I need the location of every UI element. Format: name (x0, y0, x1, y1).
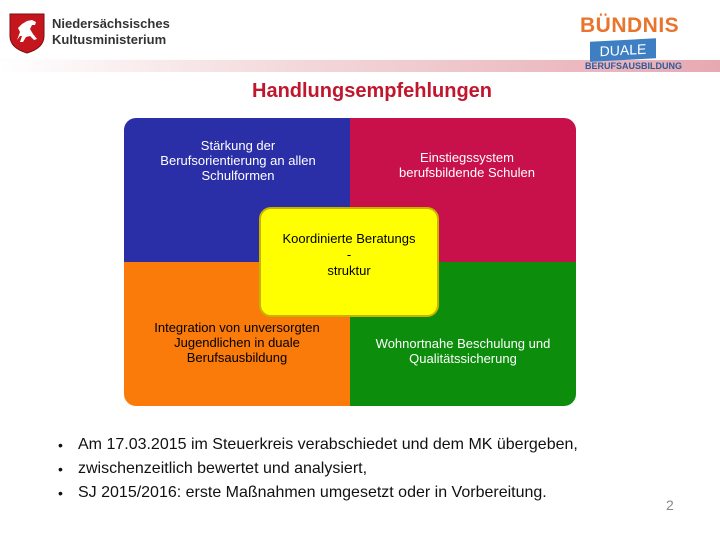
partner-logo-word-buendnis: BÜNDNIS (580, 14, 680, 37)
quadrant-bottom-left-label (124, 320, 350, 365)
center-box-line2: - (346, 247, 352, 262)
quadrant-bottom-left-line3: Berufsausbildung (186, 350, 288, 365)
page-number: 2 (666, 497, 674, 513)
quadrant-top-right-label (358, 150, 576, 180)
partner-logo-word-berufsausbildung: BERUFSAUSBILDUNG (585, 61, 683, 71)
ministry-name-line2: Kultusministerium (52, 32, 167, 47)
quadrant-top-left-label (128, 138, 348, 183)
quadrant-bottom-left-line2: Jugendlichen in duale (174, 335, 300, 350)
quadrant-top-right-line2: berufsbildende Schulen (399, 165, 535, 180)
quadrant-bottom-right-line1: Wohnortnahe Beschulung und (375, 336, 551, 351)
ministry-name-line1: Niedersächsisches (52, 16, 170, 31)
quadrant-top-left-line3: Schulformen (201, 168, 275, 183)
center-box-coordination (259, 207, 439, 317)
quadrant-bottom-left-line1: Integration von unversorgten (154, 320, 320, 335)
bullet-item: • SJ 2015/2016: erste Maßnahmen umgesetzt oder in Vorbereitung. (58, 481, 698, 505)
center-box-label (261, 209, 437, 279)
lower-saxony-horse-crest-icon (8, 12, 46, 54)
ministry-name (52, 16, 170, 48)
page-title: Handlungsempfehlungen (252, 80, 492, 102)
quadrant-top-left-line1: Stärkung der (200, 138, 276, 153)
quadrant-bottom-right-line2: Qualitätssicherung (409, 351, 517, 366)
quadrant-bottom-right-label (350, 336, 576, 366)
center-box-line1: Koordinierte Beratungs (282, 231, 416, 246)
bullet-item: • Am 17.03.2015 im Steuerkreis verabschiedet und dem MK übergeben, (58, 433, 698, 457)
bullet-list (58, 433, 698, 505)
quadrant-top-right-line1: Einstiegssystem (420, 150, 514, 165)
quadrant-top-left-line2: Berufsorientierung an allen (160, 153, 316, 168)
center-box-line3: struktur (327, 263, 371, 278)
bullet-item: • zwischenzeitlich bewertet und analysiert, (58, 457, 698, 481)
partner-logo-word-duale: DUALE (590, 38, 656, 61)
